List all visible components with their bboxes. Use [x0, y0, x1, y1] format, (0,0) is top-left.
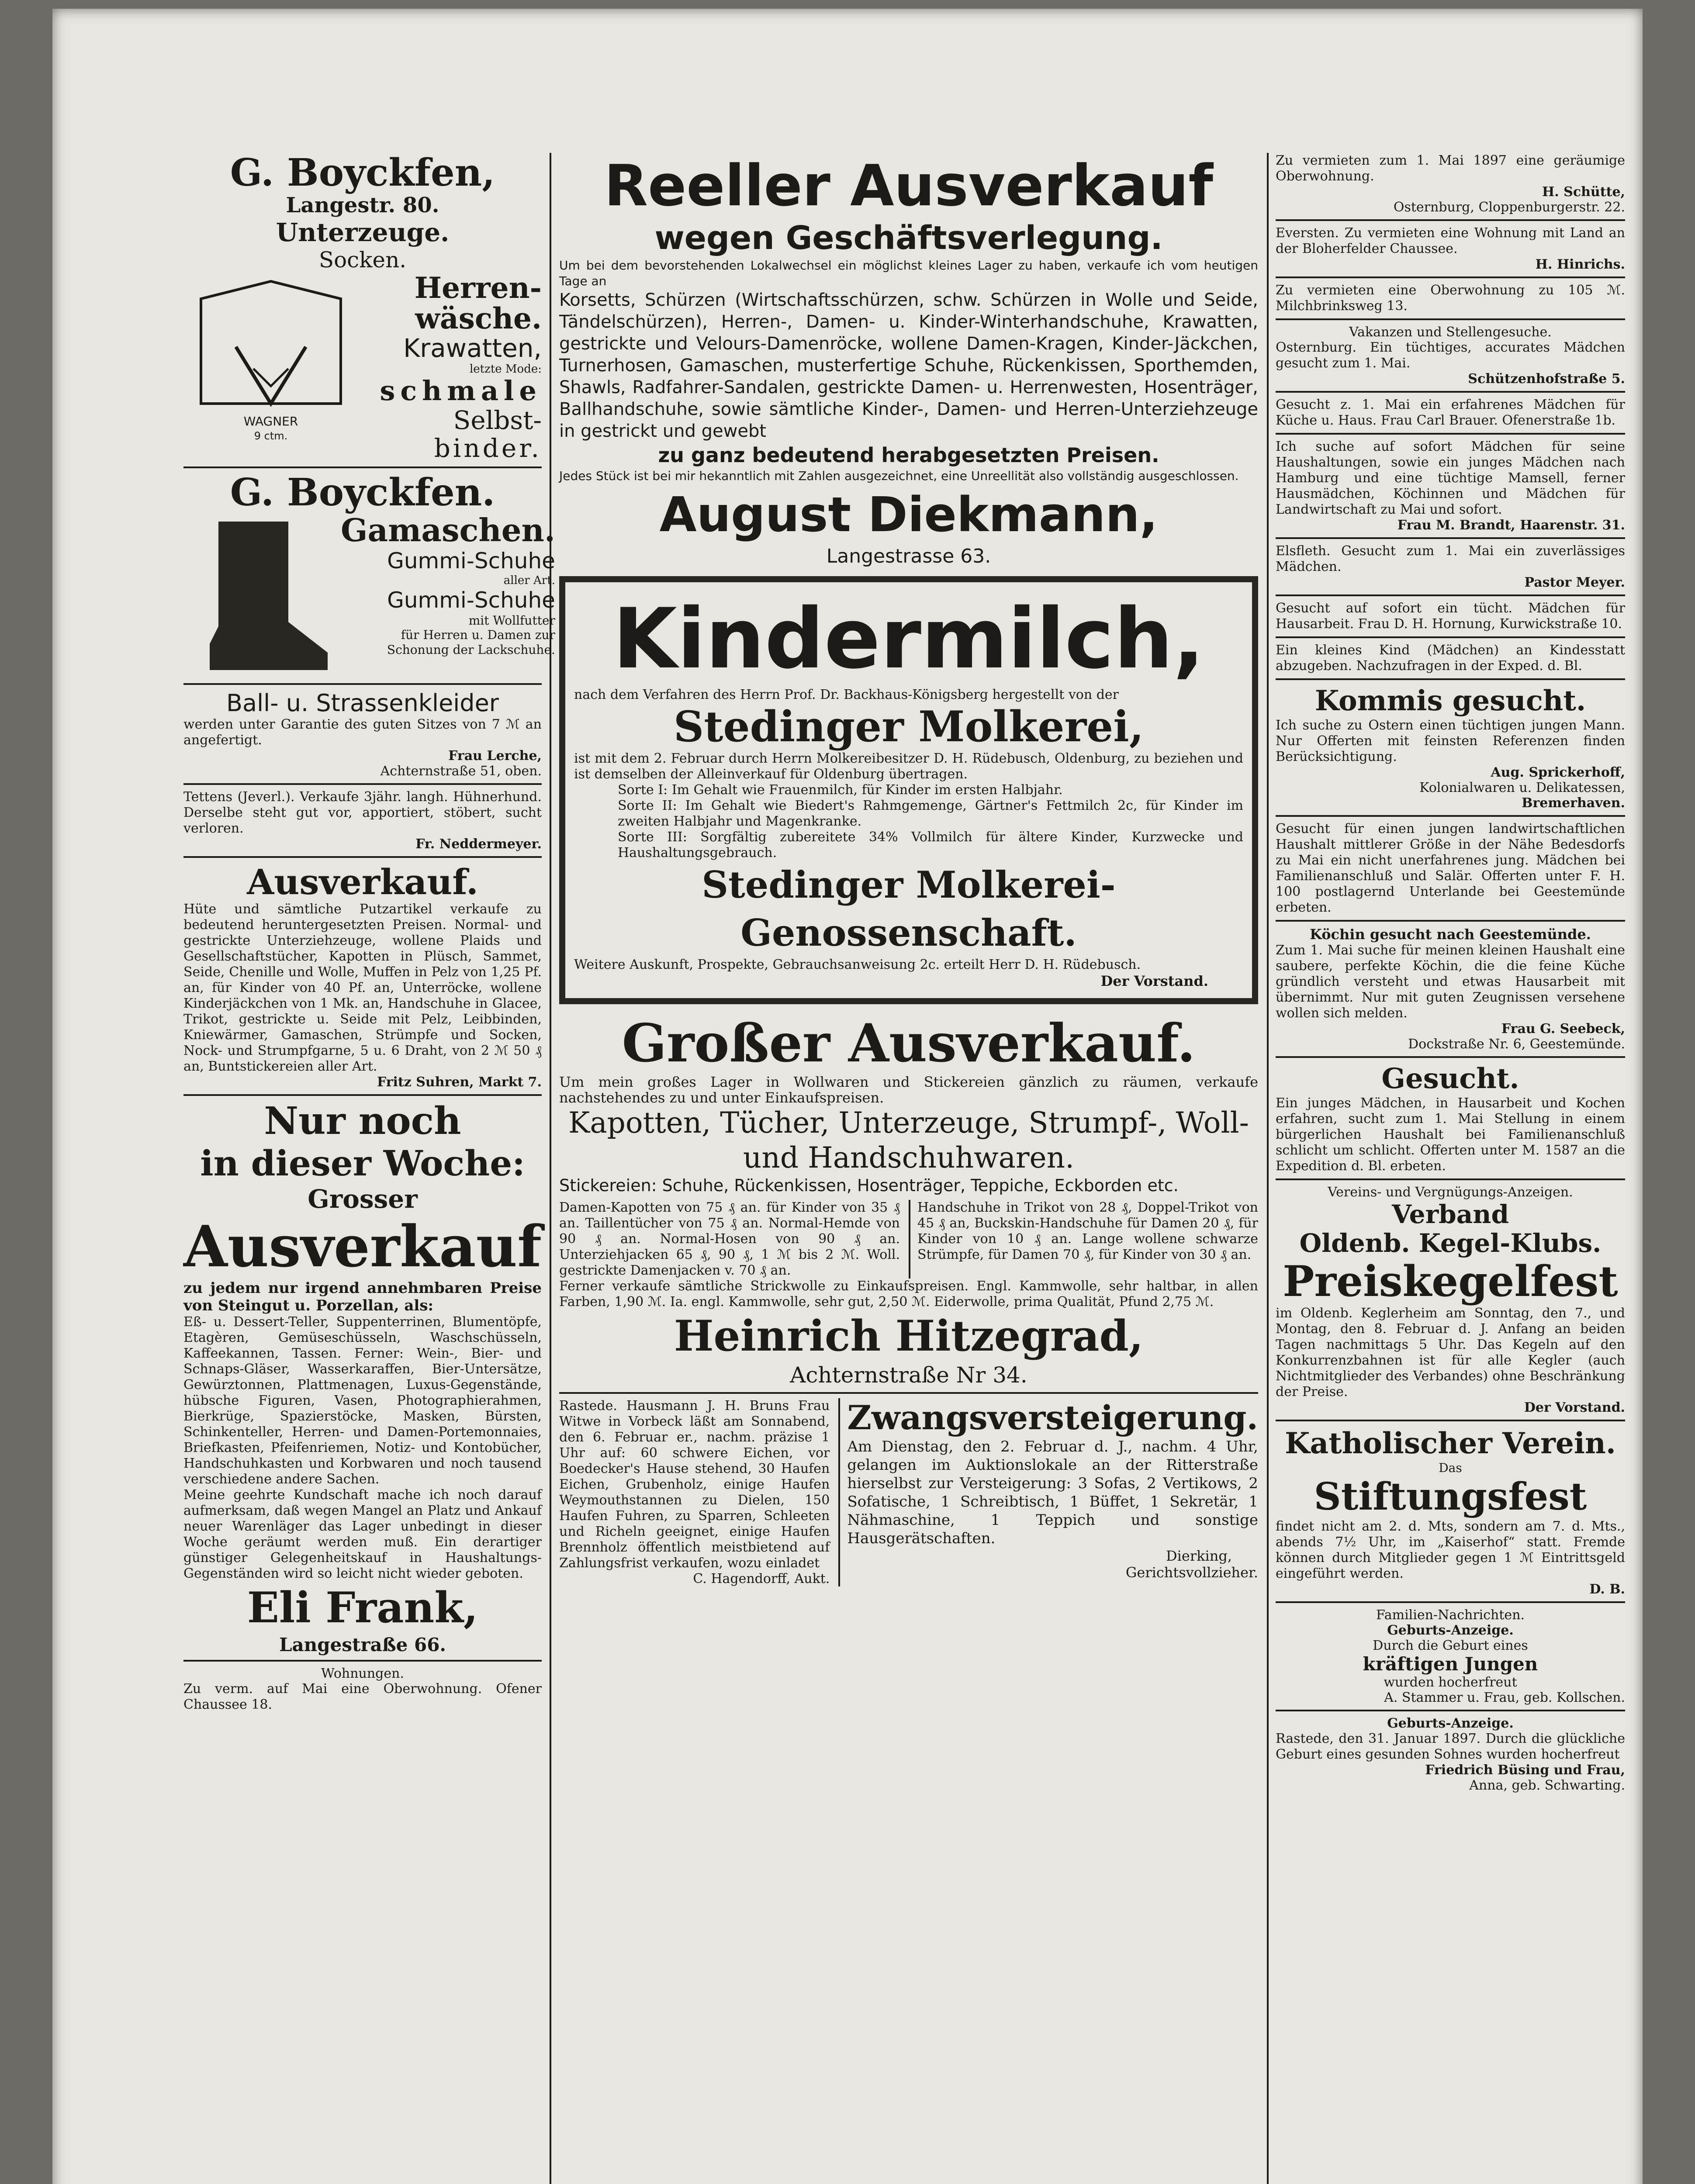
- ad-signature: Fritz Suhren, Markt 7.: [377, 1075, 542, 1090]
- ad-text: Tettens (Jeverl.). Verkaufe 3jähr. langh. Hühnerhund. Derselbe steht gut vor, apportiert, stöbert, sucht verloren.: [183, 789, 542, 836]
- ad-line: Unterzeuge.: [276, 218, 450, 247]
- ad-line: Gummi-Schuhe: [387, 548, 555, 574]
- newspaper-page: [52, 9, 1643, 2184]
- ad-signature: Schützenhofstraße 5.: [1468, 371, 1625, 387]
- ad-signature: D. B.: [1589, 1582, 1625, 1597]
- ad-title: Gesucht.: [1381, 1062, 1519, 1095]
- ad-text: Gesucht auf sofort ein tücht. Mädchen für Hausarbeit. Frau D. H. Hornung, Kurwickstraße 10.: [1276, 601, 1625, 632]
- ad-signature: Frau M. Brandt, Haarenstr. 31.: [1397, 518, 1625, 533]
- ad-text: Zum 1. Mai suche für meinen kleinen Haushalt eine saubere, perfekte Köchin, die die feine Küche gründlich versteht und etwas Hausarbeit mit übernimmt. Nur mit guten Zeugnissen versehene wollen sich melden.: [1276, 943, 1625, 1021]
- ad-signature: Pastor Meyer.: [1524, 575, 1625, 590]
- ad-signature: Friedrich Büsing und Frau,: [1425, 1762, 1625, 1778]
- ad-text: werden unter Garantie des guten Sitzes von 7 ℳ an angefertigt.: [183, 717, 542, 748]
- ad-title: Reeller Ausverkauf: [604, 152, 1213, 219]
- ad-hitzegrad: [559, 1013, 1258, 1388]
- ad-signature: Fr. Neddermeyer.: [415, 836, 542, 852]
- ad-subtitle: wegen Geschäftsverlegung.: [654, 219, 1163, 257]
- ad-title: Stiftungsfest: [1314, 1475, 1587, 1519]
- ad-text: Um mein großes Lager in Wollwaren und Stickereien gänzlich zu räumen, verkaufe nachstehendes zu und unter Einkaufspreisen.: [559, 1074, 1258, 1106]
- ad-boyckfen-1: [183, 153, 542, 462]
- ad-signature: Osternburg, Cloppenburgerstr. 22.: [1393, 200, 1625, 215]
- ad-text: Korsetts, Schürzen (Wirtschaftsschürzen, schw. Schürzen in Wolle und Seide, Tändelschürzen), Herren-, Damen- u. Kinder-Winterhandschuhe, Krawatten, gestrickte und Velours-Damenröcke, wollene Damen-Kragen, Kinder-Jäckchen, Turnerhosen, Gamaschen, musterfertige Schuhe, Rückenkissen, Sporthemden, Shawls, Radfahrer-Sandalen, gestrickte Damen- u. Herrenwesten, Hosenträger, Ballhandschuhe, sowie sämtliche Kinder-, Damen- und Herren-Unterziehzeuge in gestrickt und gewebt: [559, 290, 1258, 441]
- ad-text: Kapotten, Tücher, Unterzeuge, Strumpf-, Woll- und Handschuhwaren.: [568, 1106, 1249, 1175]
- ad-title: Oldenb. Kegel-Klubs.: [1299, 1228, 1602, 1258]
- ad-signature: A. Stammer u. Frau, geb. Kollschen.: [1384, 1690, 1625, 1705]
- ad-title: Zwangsversteigerung.: [847, 1398, 1258, 1437]
- ad-line: Krawatten,: [403, 333, 542, 363]
- ad-signature: Frau G. Seebeck,: [1501, 1021, 1625, 1037]
- ad-line: Socken.: [318, 247, 407, 273]
- ad-text: Sorte III: Sorgfältig zubereitete 34% Vollmilch für ältere Kinder, Kurzwecke und Haushaltungsgebrauch.: [618, 829, 1243, 860]
- ad-address: Langestraße 66.: [279, 1634, 446, 1655]
- ad-text: Eß- u. Dessert-Teller, Suppenterrinen, Blumentöpfe, Etagèren, Gemüseschüsseln, Waschschüsseln, Kaffeekannen, Tassen. Ferner: Wein-, Bier- und Schnaps-Gläser, Wasserkaraffen, Bier-Untersätze, Gewürztonnen, Plattmenagen, Luxus-Gegenstände, hübsche Figuren, Vasen, Photographierahmen, Bierkrüge, Spazierstöcke, Masken, Bürsten, Schinkenteller, Herren- und Damen-Portemonnaies, Briefkasten, Pfeifenriemen, Notiz- und Kontobücher, Handschuhkasten und Korbwaren und noch tausend verschiedene andere Sachen.: [183, 1314, 542, 1487]
- ad-signature: Dierking,: [1166, 1548, 1232, 1564]
- ad-text: Gesucht für einen jungen landwirtschaftlichen Haushalt mittlerer Größe in der Nähe Bedesdorfs zu Mai ein nicht unerfahrenes jung. Mädchen bei Familienanschluß und Salär. Offerten unter F. H. 100 postlagernd Unterlande bei Geestemünde erbeten.: [1276, 821, 1625, 915]
- ad-line: Gummi-Schuhe: [387, 587, 555, 613]
- ad-frank: [183, 1100, 542, 1655]
- ad-text: Eversten. Zu vermieten eine Wohnung mit Land an der Bloherfelder Chaussee.: [1276, 225, 1625, 256]
- ad-title: Stedinger Molkerei-Genossenschaft.: [702, 863, 1116, 954]
- ad-text: Ein kleines Kind (Mädchen) an Kindesstatt abzugeben. Nachzufragen in der Exped. d. Bl.: [1276, 643, 1625, 674]
- ad-signature: Gerichtsvollzieher.: [1125, 1564, 1258, 1581]
- ad-text: Sorte II: Im Gehalt wie Biedert's Rahmgemenge, Gärtner's Fettmilch 2c, für Kinder im zweiten Halbjahr und Magenkranke.: [618, 798, 1243, 829]
- ad-title: Köchin gesucht nach Geestemünde.: [1310, 926, 1591, 943]
- ad-title: Stedinger Molkerei,: [673, 702, 1144, 751]
- column-3: [1276, 153, 1625, 1793]
- ad-title: Großer Ausverkauf.: [622, 1013, 1196, 1074]
- ad-text: Um bei dem bevorstehenden Lokalwechsel ein möglichst kleines Lager zu haben, verkaufe ich vom heutigen Tage an: [559, 258, 1258, 288]
- ad-title: G. Boyckfen.: [230, 470, 495, 515]
- section-heading: Vereins- und Vergnügungs-Anzeigen.: [1328, 1185, 1573, 1200]
- ad-signature: Der Vorstand.: [1100, 973, 1208, 989]
- ad-text: Hüte und sämtliche Putzartikel verkaufe zu bedeutend heruntergesetzten Preisen. Normal- und gestrickte Unterziehzeuge, wollene Plaids und Gesellschaftstücher, Kapotten in Plüsch, Sammet, Seide, Chenille und Wolle, Muffen in Pelz von 1,25 Pf. an, für Kinder von 40 Pf. an, Unterröcke, wollene Kinderjäckchen von 1 Mk. an, Handschuhe in Glacee, Trikot, gestrickte u. Seide mit Pelz, Leibbinden, Kniewärmer, Gamaschen, Strümpfe und Socken, Nock- und Strumpfgarne, 5 u. 6 Draht, von 2 ℳ 50 ₰ an, Buntstickereien aller Art.: [183, 902, 542, 1074]
- section-heading: Wohnungen.: [321, 1666, 404, 1681]
- ad-line: Gamaschen.: [341, 511, 555, 549]
- ad-text: Ich suche zu Ostern einen tüchtigen jungen Mann. Nur Offerten mit feinsten Referenzen finden Berücksichtigung.: [1276, 718, 1625, 764]
- ad-text: Sorte I: Im Gehalt wie Frauenmilch, für Kinder im ersten Halbjahr.: [618, 782, 1063, 798]
- ad-title: Geburts-Anzeige.: [1387, 1716, 1514, 1731]
- ad-text: Osternburg. Ein tüchtiges, accurates Mädchen gesucht zum 1. Mai.: [1276, 340, 1625, 371]
- ad-list-left: Damen-Kapotten von 75 ₰ an. für Kinder von 35 ₰ an. Taillentücher von 75 ₰ an. Normal-Hemde von 90 ₰ an. Normal-Hosen von 90 ₰ an. Unterziehjacken 65 ₰, 90 ₰, 1 ℳ bis 2 ℳ. Woll. gestrickte Damenjacken v. 70 ₰ an.: [559, 1200, 900, 1278]
- ad-signature: H. Hinrichs.: [1535, 257, 1625, 272]
- ad-text: Rastede, den 31. Januar 1897. Durch die glückliche Geburt eines gesunden Sohnes wurden hocherfreut: [1276, 1731, 1625, 1762]
- column-1: [183, 151, 555, 1713]
- ad-text: Das: [1439, 1461, 1462, 1475]
- ad-text: wurden hocherfreut: [1384, 1675, 1517, 1690]
- wagner-label: WAGNER: [243, 414, 298, 429]
- ad-rastede: [559, 1398, 830, 1586]
- ad-text: Ich suche auf sofort Mädchen für seine Haushaltungen, sowie ein junges Mädchen nach Hamburg und eine tüchtige Mamsell, ferner Hausmädchen, Köchinnen und Mädchen für Landwirtschaft zu Mai und sofort.: [1276, 439, 1625, 517]
- ad-signature: H. Schütte,: [1542, 184, 1625, 200]
- ad-text: ist mit dem 2. Februar durch Herrn Molkereibesitzer D. H. Rüdebusch, Oldenburg, zu beziehen und ist demselben der Alleinverkauf für Oldenburg übertragen.: [574, 751, 1243, 782]
- ad-signature: Aug. Sprickerhoff,: [1491, 765, 1625, 780]
- ad-wohnung: [183, 1666, 542, 1713]
- column-2: [559, 153, 1258, 1586]
- ad-text: im Oldenb. Keglerheim am Sonntag, den 7., und Montag, den 8. Februar d. J. Anfang an beiden Tagen nachmittags 5 Uhr. Das Kegeln auf den Konkurrenzbahnen ist für alle Kegler (auch Nichtmitglieder des Verbandes) ohne Beschränkung der Preise.: [1276, 1306, 1625, 1400]
- ad-line: Herren-: [414, 271, 542, 305]
- ad-line: wäsche.: [415, 301, 542, 335]
- ad-signature: Kolonialwaren u. Delikatessen,: [1419, 780, 1625, 795]
- section-heading: Familien-Nachrichten.: [1376, 1607, 1525, 1623]
- column-rule-1: [550, 153, 551, 2184]
- ad-text: Gesucht z. 1. Mai ein erfahrenes Mädchen für Küche u. Haus. Frau Carl Brauer. Ofenerstraße 1b.: [1276, 397, 1625, 428]
- ad-zwangsversteigerung: [838, 1398, 1258, 1586]
- ad-subtitle: Grosser: [308, 1184, 418, 1214]
- ad-tettens: [183, 789, 542, 852]
- ad-text: Meine geehrte Kundschaft mache ich noch darauf aufmerksam, daß wegen Mangel an Platz und Ankauf neuer Warenläger das Lager unbedingt in dieser Woche geräumt werden muß. Ein derartiger günstiger Gelegenheitskauf in Haushaltungs-Gegenständen wird so leicht nicht wieder geboten.: [183, 1487, 542, 1581]
- ad-diekmann: [559, 153, 1258, 567]
- ad-title: Kommis gesucht.: [1314, 684, 1586, 717]
- ad-title: Heinrich Hitzegrad,: [674, 1311, 1144, 1361]
- ad-title: Eli Frank,: [247, 1583, 478, 1632]
- ad-address: Langestr. 80.: [286, 193, 439, 218]
- ad-text: kräftigen Jungen: [1363, 1653, 1538, 1675]
- ad-title: Geburts-Anzeige.: [1387, 1623, 1514, 1638]
- ad-signature: Achternstraße 51, oben.: [380, 764, 542, 779]
- ad-title: Ausverkauf.: [247, 861, 478, 902]
- ad-title-big: Kindermilch,: [612, 591, 1205, 687]
- ad-text: zu ganz bedeutend herabgesetzten Preisen.: [658, 443, 1159, 467]
- ad-title: G. Boyckfen,: [230, 151, 495, 195]
- ad-title: August Diekmann,: [659, 487, 1158, 543]
- collar-illustration: [183, 273, 358, 462]
- ad-list-right: Handschuhe in Trikot von 28 ₰, Doppel-Trikot von 45 ₰ an, Buckskin-Handschuhe für Damen 20 ₰, für Kinder von 10 ₰ an. Lange wollene schwarze Strümpfe, für Damen 70 ₰, für Kinder von 30 ₰ an.: [909, 1200, 1258, 1279]
- ad-text: Durch die Geburt eines: [1373, 1638, 1528, 1653]
- ad-line: binder.: [434, 433, 542, 463]
- column-rule-2: [1267, 153, 1269, 2184]
- ad-lerche: [183, 689, 542, 779]
- ad-text: findet nicht am 2. d. Mts, sondern am 7. d. Mts., abends 7½ Uhr, im „Kaiserhof“ statt. Fremde können durch Mitglieder gegen 1 ℳ Eintrittsgeld eingeführt werden.: [1276, 1519, 1625, 1581]
- ad-line: schmale: [380, 375, 542, 407]
- ad-text: Ferner verkaufe sämtliche Strickwolle zu Einkaufspreisen. Engl. Kammwolle, sehr haltbar, in allen Farben, 1,90 ℳ. Ia. engl. Kammwolle, sehr gut, 2,50 ℳ. Eiderwolle, prima Qualität, Pfund 2,75 ℳ.: [559, 1279, 1258, 1310]
- ad-suhren: [183, 862, 542, 1090]
- ad-signature: Bremerhaven.: [1522, 795, 1625, 811]
- ad-signature: Dockstraße Nr. 6, Geestemünde.: [1408, 1037, 1625, 1052]
- ad-line: mit Wollfutter: [468, 613, 555, 628]
- ad-signature: Der Vorstand.: [1524, 1400, 1625, 1415]
- ad-text: Am Dienstag, den 2. Februar d. J., nachm. 4 Uhr, gelangen im Auktionslokale an der Ritterstraße hierselbst zur Versteigerung: 3 Sofas, 2 Vertikows, 2 Sofatische, 1 Schreibtisch, 1 Büffet, 1 Sekretär, 1 Nähmaschine, 1 Teppich und sonstige Hausgerätschaften.: [847, 1438, 1258, 1547]
- ad-signature: Frau Lerche,: [448, 748, 542, 764]
- ad-address: Achternstraße Nr 34.: [790, 1362, 1027, 1388]
- ad-line: aller Art.: [503, 574, 555, 587]
- wagner-size: 9 ctm.: [254, 430, 288, 442]
- ad-signature: C. Hagendorff, Aukt.: [693, 1571, 830, 1586]
- ad-text: Stickereien: Schuhe, Rückenkissen, Hosenträger, Teppiche, Eckborden etc.: [559, 1176, 1179, 1195]
- ad-title: in dieser Woche:: [200, 1143, 525, 1184]
- ad-address: Langestrasse 63.: [826, 545, 991, 567]
- ad-kindermilch: [559, 576, 1258, 1004]
- ad-title-big: Ausverkauf: [183, 1213, 542, 1280]
- ad-text: Ein junges Mädchen, in Hausarbeit und Kochen erfahren, sucht zum 1. Mai Stellung in einem bürgerlichen Haushalt bei Familienanschluß schlicht um schlicht. Offerten unter M. 1587 an die Expedition d. Bl. erbeten.: [1276, 1095, 1625, 1174]
- ad-boyckfen-2: [183, 470, 555, 679]
- ad-text: Zu vermieten zum 1. Mai 1897 eine geräumige Oberwohnung.: [1276, 153, 1625, 184]
- ad-title: Verband: [1392, 1199, 1509, 1229]
- ad-title: Katholischer Verein.: [1285, 1426, 1616, 1460]
- ad-signature: Anna, geb. Schwarting.: [1469, 1778, 1625, 1793]
- ad-text: Zu verm. auf Mai eine Oberwohnung. Ofener Chaussee 18.: [183, 1681, 542, 1712]
- ad-text: Jedes Stück ist bei mir hekanntlich mit Zahlen ausgezeichnet, eine Unreellität also vollständig ausgeschlossen.: [559, 469, 1239, 483]
- ad-line: letzte Mode:: [469, 363, 542, 376]
- ad-line: Selbst-: [453, 405, 542, 435]
- ad-title: Nur noch: [264, 1099, 461, 1143]
- ad-text: Zu vermieten eine Oberwohnung zu 105 ℳ. Milchbrinksweg 13.: [1276, 283, 1625, 314]
- section-heading: Vakanzen und Stellengesuche.: [1349, 325, 1552, 340]
- ad-line: für Herren u. Damen zur Schonung der Lackschuhe.: [387, 628, 555, 657]
- ad-text: Weitere Auskunft, Prospekte, Gebrauchsanweisung 2c. erteilt Herr D. H. Rüdebusch.: [574, 957, 1141, 972]
- ad-text: nach dem Verfahren des Herrn Prof. Dr. Backhaus-Königsberg hergestellt von der: [574, 687, 1119, 702]
- gaiter-illustration: [183, 513, 341, 679]
- ad-title: Ball- u. Strassenkleider: [226, 689, 499, 717]
- ad-text: Elsfleth. Gesucht zum 1. Mai ein zuverlässiges Mädchen.: [1276, 543, 1625, 574]
- ad-text: Rastede. Hausmann J. H. Bruns Frau Witwe in Vorbeck läßt am Sonnabend, den 6. Februar er., nachm. präzise 1 Uhr auf: 60 schwere Eichen, vor Boedecker's Hause stehend, 30 Haufen Eichen, Grubenholz, einige Haufen Weymouthstannen zu Dielen, 150 Haufen Fuhren, zu Sparren, Schleeten und Richeln geeignet, einige Haufen Brennholz öffentlich meistbietend auf Zahlungsfrist verkaufen, wozu einladet: [559, 1398, 830, 1571]
- ad-title: Preiskegelfest: [1283, 1257, 1618, 1306]
- ad-text: zu jedem nur irgend annehmbaren Preise von Steingut u. Porzellan, als:: [183, 1279, 542, 1314]
